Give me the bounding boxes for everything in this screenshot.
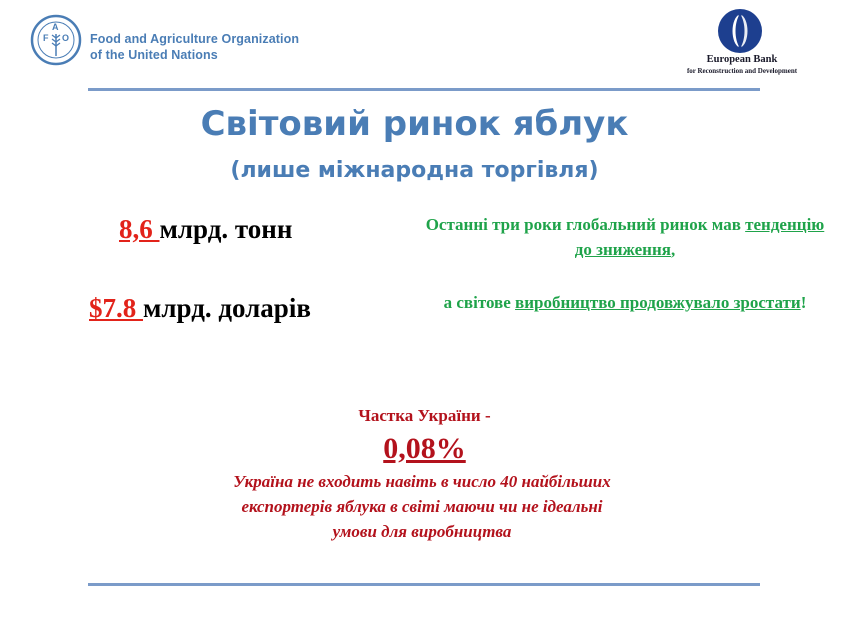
ebrd-name: European Bank xyxy=(706,54,778,65)
top-divider xyxy=(88,88,760,91)
ebrd-subtitle: for Reconstruction and Development xyxy=(686,67,798,75)
fao-name-line2: of the United Nations xyxy=(90,48,218,62)
ukraine-share-box xyxy=(0,430,849,468)
svg-text:O: O xyxy=(62,33,70,43)
value-stat xyxy=(89,290,311,326)
trend-end: , xyxy=(670,240,676,259)
trend-text: Останні три роки глобальний ринок мав xyxy=(425,215,746,234)
slide-title: Світовий ринок яблук xyxy=(200,104,629,144)
fao-name xyxy=(90,31,299,63)
trend-statement xyxy=(420,212,830,262)
bottom-divider xyxy=(88,583,760,586)
ebrd-logo-icon xyxy=(717,8,763,54)
value-unit: млрд. доларів xyxy=(143,293,311,323)
production-underlined: виробництво продовжувало зростати xyxy=(515,293,801,312)
volume-unit: млрд. тонн xyxy=(159,214,293,244)
production-statement xyxy=(420,290,830,315)
svg-text:A: A xyxy=(52,22,59,32)
ukraine-share-label: Частка України - xyxy=(358,406,491,425)
slide-subtitle: (лише міжнародна торгівля) xyxy=(230,158,599,183)
value-value: $7.8 xyxy=(89,293,143,323)
trend-underlined: тенденцію до зниження xyxy=(574,215,825,259)
fao-logo-icon xyxy=(30,14,82,66)
svg-text:F: F xyxy=(43,33,49,43)
volume-stat xyxy=(119,211,292,247)
ukraine-note: Україна не входить навіть в число 40 найбільших експортерів яблука в світі маючи чи не ідеальні умови для виробництва xyxy=(233,472,611,541)
production-text: а світове xyxy=(443,293,516,312)
volume-value: 8,6 xyxy=(119,214,160,244)
production-end: ! xyxy=(800,293,807,312)
ukraine-share-value: 0,08% xyxy=(383,432,466,465)
fao-name-line1: Food and Agriculture Organization xyxy=(90,32,300,46)
